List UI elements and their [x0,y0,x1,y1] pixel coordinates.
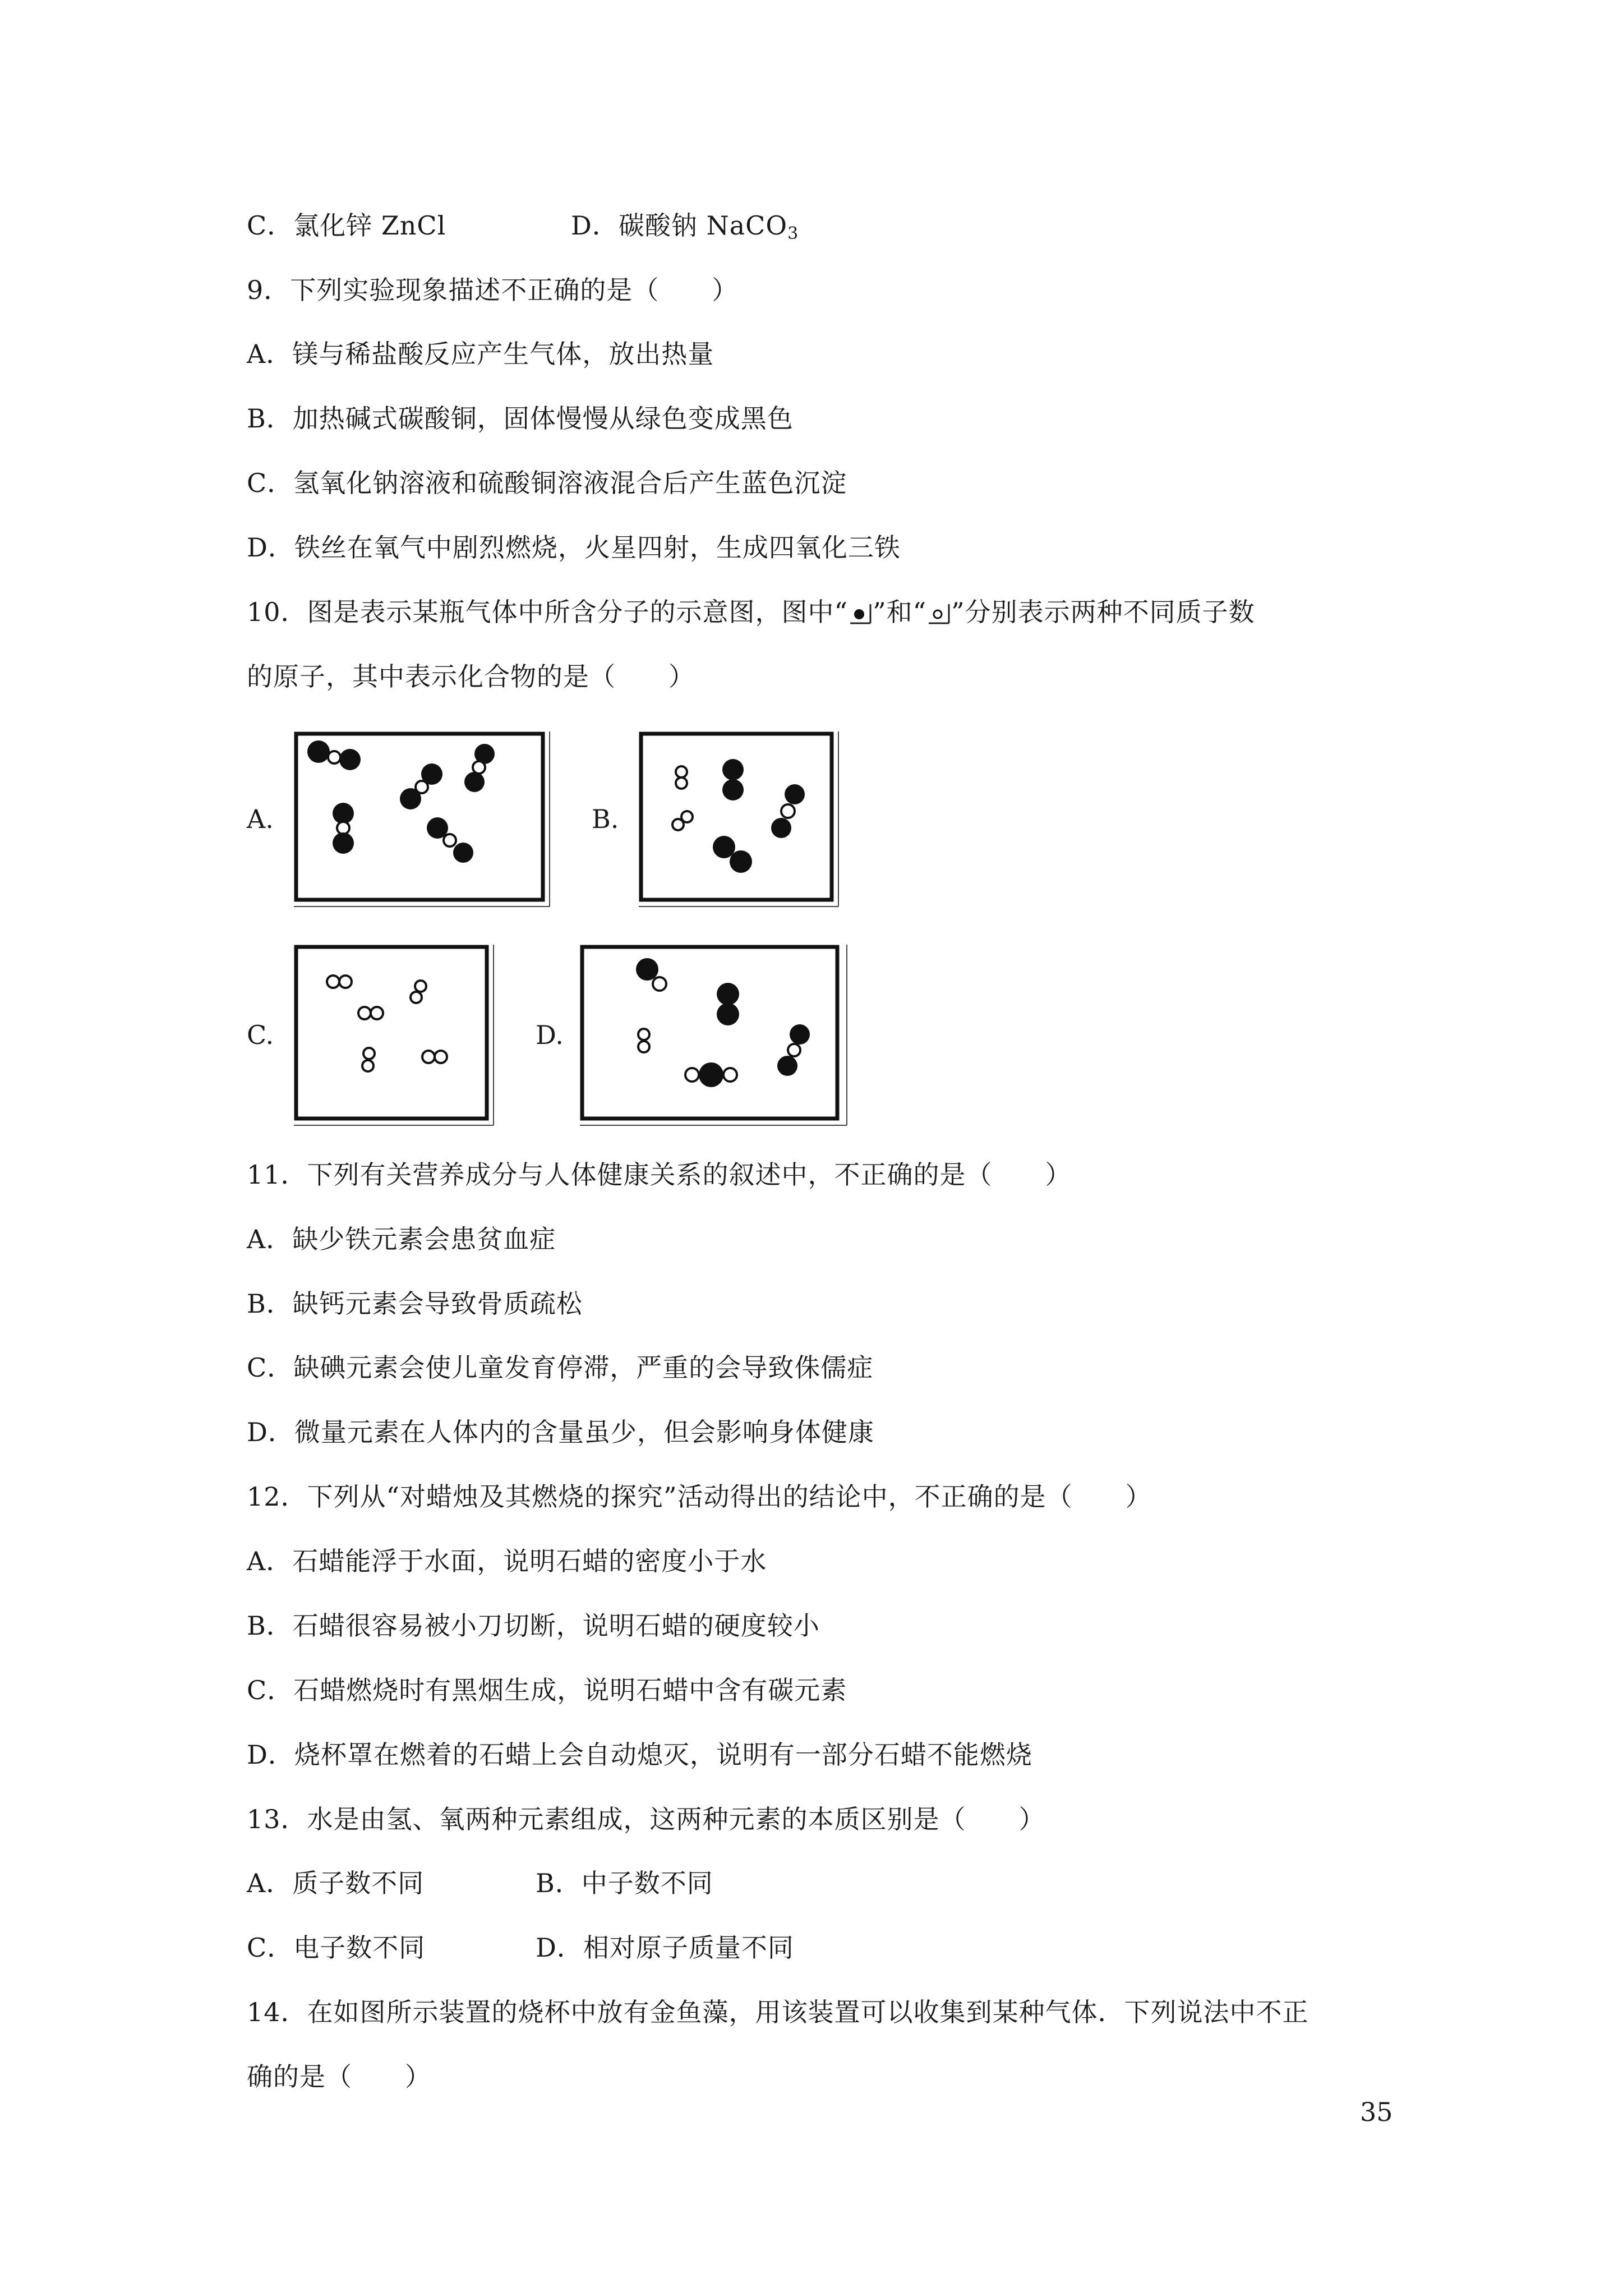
molecule-diagram-c [292,942,494,1128]
molecule-b4 [771,784,805,838]
q11-option-c: C．缺碘元素会使儿童发育停滞，严重的会导致侏儒症 [247,1352,874,1383]
q9-option-c: C．氢氧化钠溶液和硫酸铜溶液混合后产生蓝色沉淀 [247,468,847,498]
q11-stem: 11．下列有关营养成分与人体健康关系的叙述中，不正确的是（ ） [247,1159,1072,1190]
molecule-d4 [638,1029,649,1052]
molecule-d3 [777,1024,810,1076]
q13-option-d: D．相对原子质量不同 [536,1932,794,1963]
q13-option-a: A．质子数不同 [247,1868,425,1898]
molecule-b2 [672,811,693,830]
figure-label-d: D. [536,1020,564,1050]
q10-stem-line2: 的原子，其中表示化合物的是（ ） [247,661,695,692]
q11-option-b: B．缺钙元素会导致骨质疏松 [247,1289,583,1319]
q14-stem: 14．在如图所示装置的烧杯中放有金鱼藻，用该装置可以收集到某种气体．下列说法中不正 [247,1997,1309,2027]
q8-option-d: D．碳酸钠 NaCO$_3$ [571,210,799,243]
q13-stem: 13．水是由氢、氧两种元素组成，这两种元素的本质区别是（ ） [247,1804,1045,1834]
q14-stem-line2: 确的是（ ） [247,2062,431,2092]
q9-stem: 9．下列实验现象描述不正确的是（ ） [247,275,739,305]
molecule-c4 [362,1048,375,1071]
molecule-diagram-d [578,942,847,1128]
q13-option-b: B．中子数不同 [536,1868,713,1898]
q10-stem: 10．图是表示某瓶气体中所含分子的示意图，图中“ ”和“ ”分别表示两种不同质子数 [247,597,1255,627]
molecule-b3 [722,759,744,800]
molecule-diagram-a [292,729,550,909]
q12-stem: 12．下列从“对蜡烛及其燃烧的探究”活动得出的结论中，不正确的是（ ） [247,1481,1152,1512]
molecule-c2 [411,981,426,1003]
q9-option-d: D．铁丝在氧气中剧烈燃烧，火星四射，生成四氧化三铁 [247,532,901,563]
q12-option-b: B．石蜡很容易被小刀切断，说明石蜡的硬度较小 [247,1611,820,1641]
q12-option-a: A．石蜡能浮于水面，说明石蜡的密度小于水 [247,1546,767,1576]
q12-option-d: D．烧杯罩在燃着的石蜡上会自动熄灭，说明有一部分石蜡不能燃烧 [247,1740,1032,1770]
molecule-a5 [427,817,473,863]
filled-atom-icon [848,601,873,625]
molecule-diagram-b [637,729,838,909]
molecule-b5 [713,836,752,873]
hollow-atom-icon [926,601,951,625]
q11-option-a: A．缺少铁元素会患贫血症 [247,1224,556,1254]
q9-option-a: A．镁与稀盐酸反应产生气体，放出热量 [247,339,714,369]
molecule-c1 [327,976,352,988]
molecule-d2 [717,983,739,1025]
figure-label-c: C. [247,1020,274,1050]
molecule-d5 [685,1062,737,1087]
q13-option-c: C．电子数不同 [247,1932,426,1963]
molecule-a1 [307,740,361,770]
page-number: 35 [1360,2097,1393,2127]
molecule-c5 [422,1051,447,1063]
molecule-a2 [400,763,442,809]
molecule-b1 [676,766,687,789]
q8-option-c: C．氯化锌 ZnCl [247,210,446,241]
q12-option-c: C．石蜡燃烧时有黑烟生成，说明石蜡中含有碳元素 [247,1675,847,1705]
q9-option-b: B．加热碱式碳酸铜，固体慢慢从绿色变成黑色 [247,403,794,434]
molecule-d1 [636,958,666,991]
molecule-c3 [358,1007,383,1019]
figure-label-a: A. [247,804,274,834]
molecule-a3 [464,744,495,792]
figure-label-b: B. [592,804,619,834]
molecule-a4 [333,803,354,854]
q11-option-d: D．微量元素在人体内的含量虽少，但会影响身体健康 [247,1417,874,1447]
